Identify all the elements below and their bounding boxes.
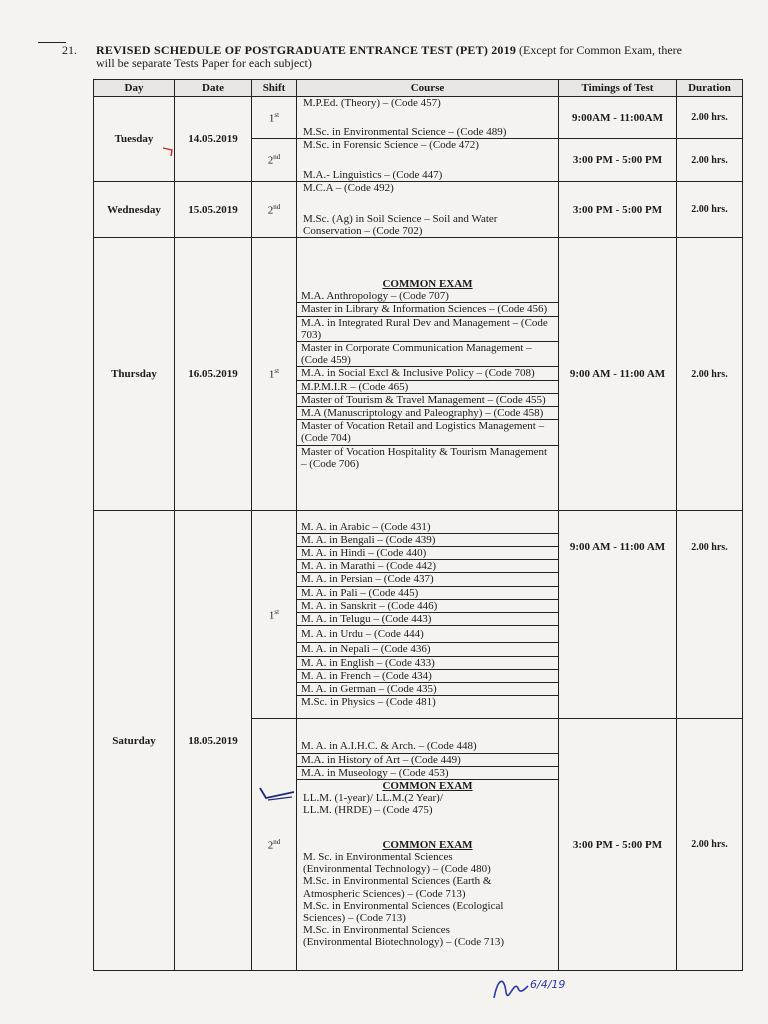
course-item: Sciences) – (Code 713) — [303, 911, 406, 924]
signature-date: 6/4/19 — [530, 978, 566, 991]
shift-suffix: st — [274, 607, 280, 616]
shift-suffix: nd — [273, 202, 281, 211]
shift-cell — [252, 511, 297, 719]
shift-number: 1 — [268, 112, 275, 125]
common-exam-heading: COMMON EXAM — [382, 838, 473, 851]
course-item: M.A. in Integrated Rural Dev and Management – (Code 703) — [297, 317, 558, 342]
course-item: M. A. in Hindi – (Code 440) — [297, 547, 558, 560]
shift-number: 2 — [267, 154, 274, 167]
table-row — [94, 182, 743, 238]
course-item: M. A. in Persian – (Code 437) — [297, 573, 558, 586]
date-cell: 18.05.2019 — [175, 511, 252, 971]
course-item: Master in Library & Information Sciences – (Code 456) — [297, 303, 558, 316]
table-row — [94, 511, 743, 719]
course-item: M.Sc. in Environmental Science – (Code 489) — [303, 125, 507, 138]
timing-cell: 9:00AM - 11:00AM — [559, 97, 677, 139]
timing-cell: 9:00 AM - 11:00 AM — [559, 238, 677, 511]
duration-cell: 2.00 hrs. — [677, 139, 743, 182]
course-item: (Environmental Biotechnology) – (Code 713) — [303, 936, 505, 949]
course-item: Master of Tourism & Travel Management – (Code 455) — [297, 394, 558, 407]
shift-suffix: st — [274, 367, 280, 376]
table-header-row — [94, 80, 743, 97]
shift-number: 2 — [267, 839, 274, 852]
timing-cell: 9:00 AM - 11:00 AM — [559, 511, 677, 719]
course-item: M. A. in Nepali – (Code 436) — [297, 643, 558, 656]
course-item: M.Sc. in Physics – (Code 481) — [301, 696, 436, 709]
section-number: 21. — [62, 43, 77, 57]
course-item: M.Sc. in Environmental Sciences — [303, 924, 450, 937]
course-item: M.A. Anthropology – (Code 707) — [297, 290, 558, 303]
table-row — [94, 97, 743, 139]
course-cell — [297, 511, 559, 719]
course-item: M.A (Manuscriptology and Paleography) – (Code 458) — [297, 407, 558, 420]
col-course: Course — [297, 80, 559, 97]
col-shift: Shift — [252, 80, 297, 97]
course-item: M. A. in French – (Code 434) — [297, 670, 558, 683]
course-cell — [297, 719, 559, 971]
duration-cell: 2.00 hrs. — [677, 97, 743, 139]
day-cell: Thursday — [94, 238, 175, 511]
date-cell: 16.05.2019 — [175, 238, 252, 511]
course-item: M. A. in Telugu – (Code 443) — [297, 613, 558, 626]
shift-number: 1 — [268, 609, 275, 622]
course-item: M.Sc. (Ag) in Soil Science – Soil and Water Conservation – (Code 702) — [303, 212, 498, 237]
shift-cell — [252, 238, 297, 511]
course-item: M.A.- Linguistics – (Code 447) — [303, 168, 443, 181]
schedule-table — [93, 79, 743, 971]
course-item: LL.M. (HRDE) – (Code 475) — [303, 804, 433, 817]
course-item: Atmospheric Sciences) – (Code 713) — [303, 887, 466, 900]
col-duration: Duration — [677, 80, 743, 97]
shift-cell — [252, 719, 297, 971]
course-item: M.Sc. in Environmental Sciences (Earth & — [303, 875, 492, 888]
day-cell: Saturday — [94, 511, 175, 971]
shift-suffix: nd — [273, 153, 281, 162]
course-item: M. A. in A.I.H.C. & Arch. – (Code 448) — [297, 740, 558, 753]
col-timings: Timings of Test — [559, 80, 677, 97]
col-day: Day — [94, 80, 175, 97]
course-item: M.P.M.I.R – (Code 465) — [297, 381, 558, 394]
course-cell — [297, 139, 559, 182]
title-line-2: will be separate Tests Paper for each subject) — [96, 56, 312, 70]
shift-cell — [252, 97, 297, 139]
common-exam-heading: COMMON EXAM — [382, 780, 473, 793]
date-cell: 15.05.2019 — [175, 182, 252, 238]
timing-cell: 3:00 PM - 5:00 PM — [559, 719, 677, 971]
col-date: Date — [175, 80, 252, 97]
course-item: M.A. in Social Excl & Inclusive Policy – (Code 708) — [297, 367, 558, 380]
course-item: M. A. in English – (Code 433) — [297, 657, 558, 670]
timing-cell: 3:00 PM - 5:00 PM — [559, 139, 677, 182]
course-item: M.Sc. in Environmental Sciences (Ecological — [303, 899, 504, 912]
red-pen-mark — [162, 146, 176, 158]
shift-suffix: nd — [273, 837, 281, 846]
course-item: M.C.A – (Code 492) — [303, 182, 394, 194]
course-item: M. A. in German – (Code 435) — [297, 683, 558, 696]
day-cell: Tuesday — [94, 97, 175, 182]
course-item: M. A. in Urdu – (Code 444) — [297, 626, 558, 643]
shift-cell — [252, 182, 297, 238]
duration-cell: 2.00 hrs. — [677, 182, 743, 238]
course-cell — [297, 182, 559, 238]
course-item: Master of Vocation Hospitality & Tourism Management – (Code 706) — [301, 445, 548, 470]
duration-cell: 2.00 hrs. — [677, 511, 743, 719]
course-item: M.P.Ed. (Theory) – (Code 457) — [303, 97, 441, 109]
course-item: Master in Corporate Communication Management – (Code 459) — [297, 342, 558, 367]
duration-cell: 2.00 hrs. — [677, 719, 743, 971]
course-item: M. Sc. in Environmental Sciences — [303, 850, 453, 863]
shift-suffix: st — [274, 110, 280, 119]
duration-cell: 2.00 hrs. — [677, 238, 743, 511]
course-cell — [297, 238, 559, 511]
course-item: M. A. in Pali – (Code 445) — [297, 587, 558, 600]
course-item: M. A. in Arabic – (Code 431) — [297, 521, 558, 534]
day-cell: Wednesday — [94, 182, 175, 238]
course-item: M.Sc. in Forensic Science – (Code 472) — [303, 139, 479, 151]
course-item: LL.M. (1-year)/ LL.M.(2 Year)/ — [303, 792, 443, 805]
course-item: M.A. in History of Art – (Code 449) — [297, 754, 558, 767]
title-rest: (Except for Common Exam, there — [516, 43, 682, 57]
course-item: Master of Vocation Retail and Logistics Management – (Code 704) — [297, 420, 558, 445]
title-bold-part: REVISED SCHEDULE OF POSTGRADUATE ENTRANCE TEST (PET) 2019 — [96, 43, 517, 57]
timing-cell: 3:00 PM - 5:00 PM — [559, 182, 677, 238]
shift-number: 2 — [267, 204, 274, 217]
shift-cell — [252, 139, 297, 182]
signature-icon — [490, 968, 580, 1008]
common-exam-heading: COMMON EXAM — [382, 277, 473, 290]
course-item: M.A. in Museology – (Code 453) — [297, 767, 558, 780]
shift-number: 1 — [268, 368, 275, 381]
course-cell — [297, 97, 559, 139]
table-row — [94, 238, 743, 511]
course-item: M. A. in Sanskrit – (Code 446) — [297, 600, 558, 613]
tick-mark — [258, 784, 298, 804]
course-item: (Environmental Technology) – (Code 480) — [303, 863, 491, 876]
date-cell: 14.05.2019 — [175, 97, 252, 182]
course-item: M. A. in Marathi – (Code 442) — [297, 560, 558, 573]
course-item: M. A. in Bengali – (Code 439) — [297, 534, 558, 547]
